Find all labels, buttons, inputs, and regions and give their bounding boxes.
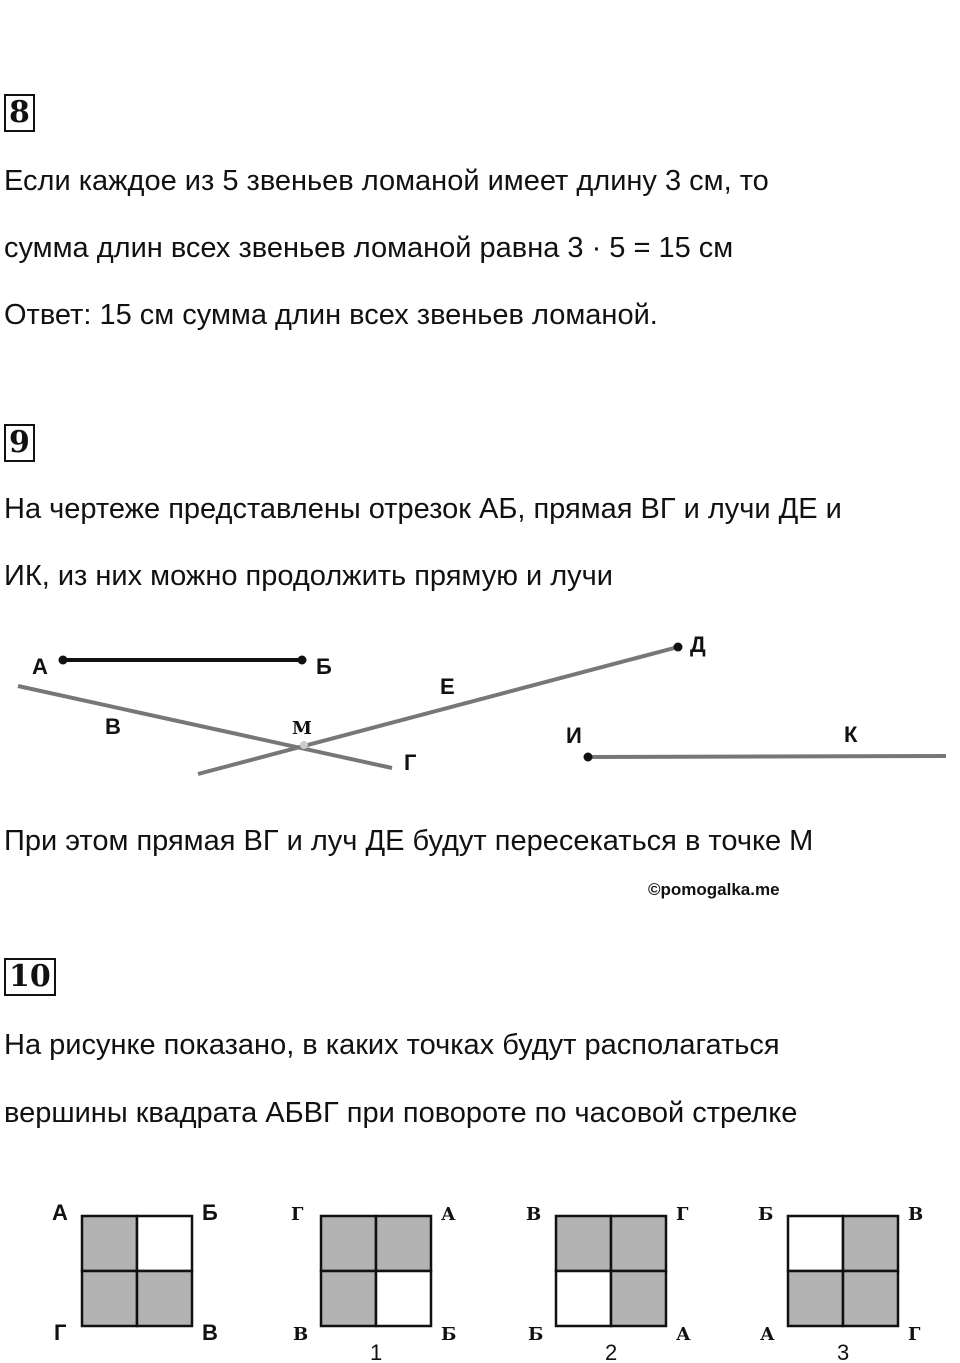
task-9-number: 9: [4, 424, 35, 462]
square-1-cell-1: [82, 1216, 137, 1271]
square-1-label-tl: А: [52, 1200, 68, 1225]
point-a: [59, 656, 68, 665]
point-i: [584, 753, 593, 762]
task-10-number: 10: [4, 958, 56, 996]
line-vg: [18, 686, 392, 768]
square-2-cell-3: [321, 1271, 376, 1326]
square-3-cell-1: [556, 1216, 611, 1271]
watermark: ©pomogalka.me: [648, 880, 780, 899]
task-10-line-2: вершины квадрата АБВГ при повороте по часовой стрелке: [4, 1097, 798, 1129]
square-2-label-bl: В: [293, 1324, 309, 1345]
square-3-cell-3: [556, 1271, 611, 1326]
task-8-answer: Ответ: 15 см сумма длин всех звеньев ломаной.: [4, 299, 658, 331]
square-4-cell-1: [788, 1216, 843, 1271]
task-8-line-2: сумма длин всех звеньев ломаной равна 3 · 5 = 15 см: [4, 232, 734, 264]
square-4-label-tl: Б: [758, 1204, 774, 1225]
square-3-label-tl: В: [526, 1204, 542, 1225]
label-e: Е: [440, 674, 455, 699]
square-4-cell-4: [843, 1271, 898, 1326]
square-1-label-bl: Г: [54, 1320, 67, 1345]
task-9-line-1: На чертеже представлены отрезок АБ, прямая ВГ и лучи ДЕ и: [4, 493, 842, 525]
task-8-line-1: Если каждое из 5 звеньев ломаной имеет длину 3 см, то: [4, 165, 769, 197]
square-4-caption: 3: [837, 1340, 850, 1363]
label-g: Г: [404, 750, 417, 775]
label-m: М: [292, 718, 312, 739]
square-2-cell-4: [376, 1271, 431, 1326]
label-i: И: [566, 723, 582, 748]
square-2-cell-2: [376, 1216, 431, 1271]
point-m: [300, 741, 308, 749]
square-2: [291, 1204, 456, 1363]
square-4-label-br: Г: [908, 1324, 921, 1345]
square-2-label-br: Б: [441, 1324, 457, 1345]
task-8-number: 8: [4, 94, 35, 132]
square-2-label-tr: А: [441, 1204, 456, 1225]
square-3-label-tr: Г: [676, 1204, 689, 1225]
square-3-label-bl: Б: [528, 1324, 544, 1345]
square-1: [52, 1200, 218, 1345]
point-d: [674, 643, 683, 652]
square-1-cell-3: [82, 1271, 137, 1326]
square-4: [758, 1204, 923, 1363]
label-k: К: [844, 722, 858, 747]
label-v: В: [105, 714, 121, 739]
task-9-line-2: ИК, из них можно продолжить прямую и лучи: [4, 560, 613, 592]
point-b: [298, 656, 307, 665]
square-1-cell-4: [137, 1271, 192, 1326]
square-3-label-br: А: [676, 1324, 691, 1345]
square-4-cell-2: [843, 1216, 898, 1271]
square-3-cell-4: [611, 1271, 666, 1326]
square-3: [526, 1204, 691, 1363]
square-4-label-tr: В: [908, 1204, 924, 1225]
square-1-cell-2: [137, 1216, 192, 1271]
square-1-label-tr: Б: [202, 1200, 218, 1225]
square-1-label-br: В: [202, 1320, 218, 1345]
square-4-label-bl: А: [760, 1324, 775, 1345]
lines-figure: [0, 630, 960, 790]
label-a: А: [32, 654, 48, 679]
squares-figure: [0, 1188, 960, 1363]
square-3-cell-2: [611, 1216, 666, 1271]
label-d: Д: [690, 632, 706, 657]
square-2-cell-1: [321, 1216, 376, 1271]
ray-ik: [588, 756, 946, 757]
task-10-line-1: На рисунке показано, в каких точках будут располагаться: [4, 1029, 780, 1061]
square-4-cell-3: [788, 1271, 843, 1326]
label-b: Б: [316, 654, 332, 679]
square-2-caption: 1: [370, 1340, 383, 1363]
square-2-label-tl: Г: [291, 1204, 304, 1225]
task-9-conclusion: При этом прямая ВГ и луч ДЕ будут пересекаться в точке М: [4, 825, 814, 857]
square-3-caption: 2: [605, 1340, 618, 1363]
